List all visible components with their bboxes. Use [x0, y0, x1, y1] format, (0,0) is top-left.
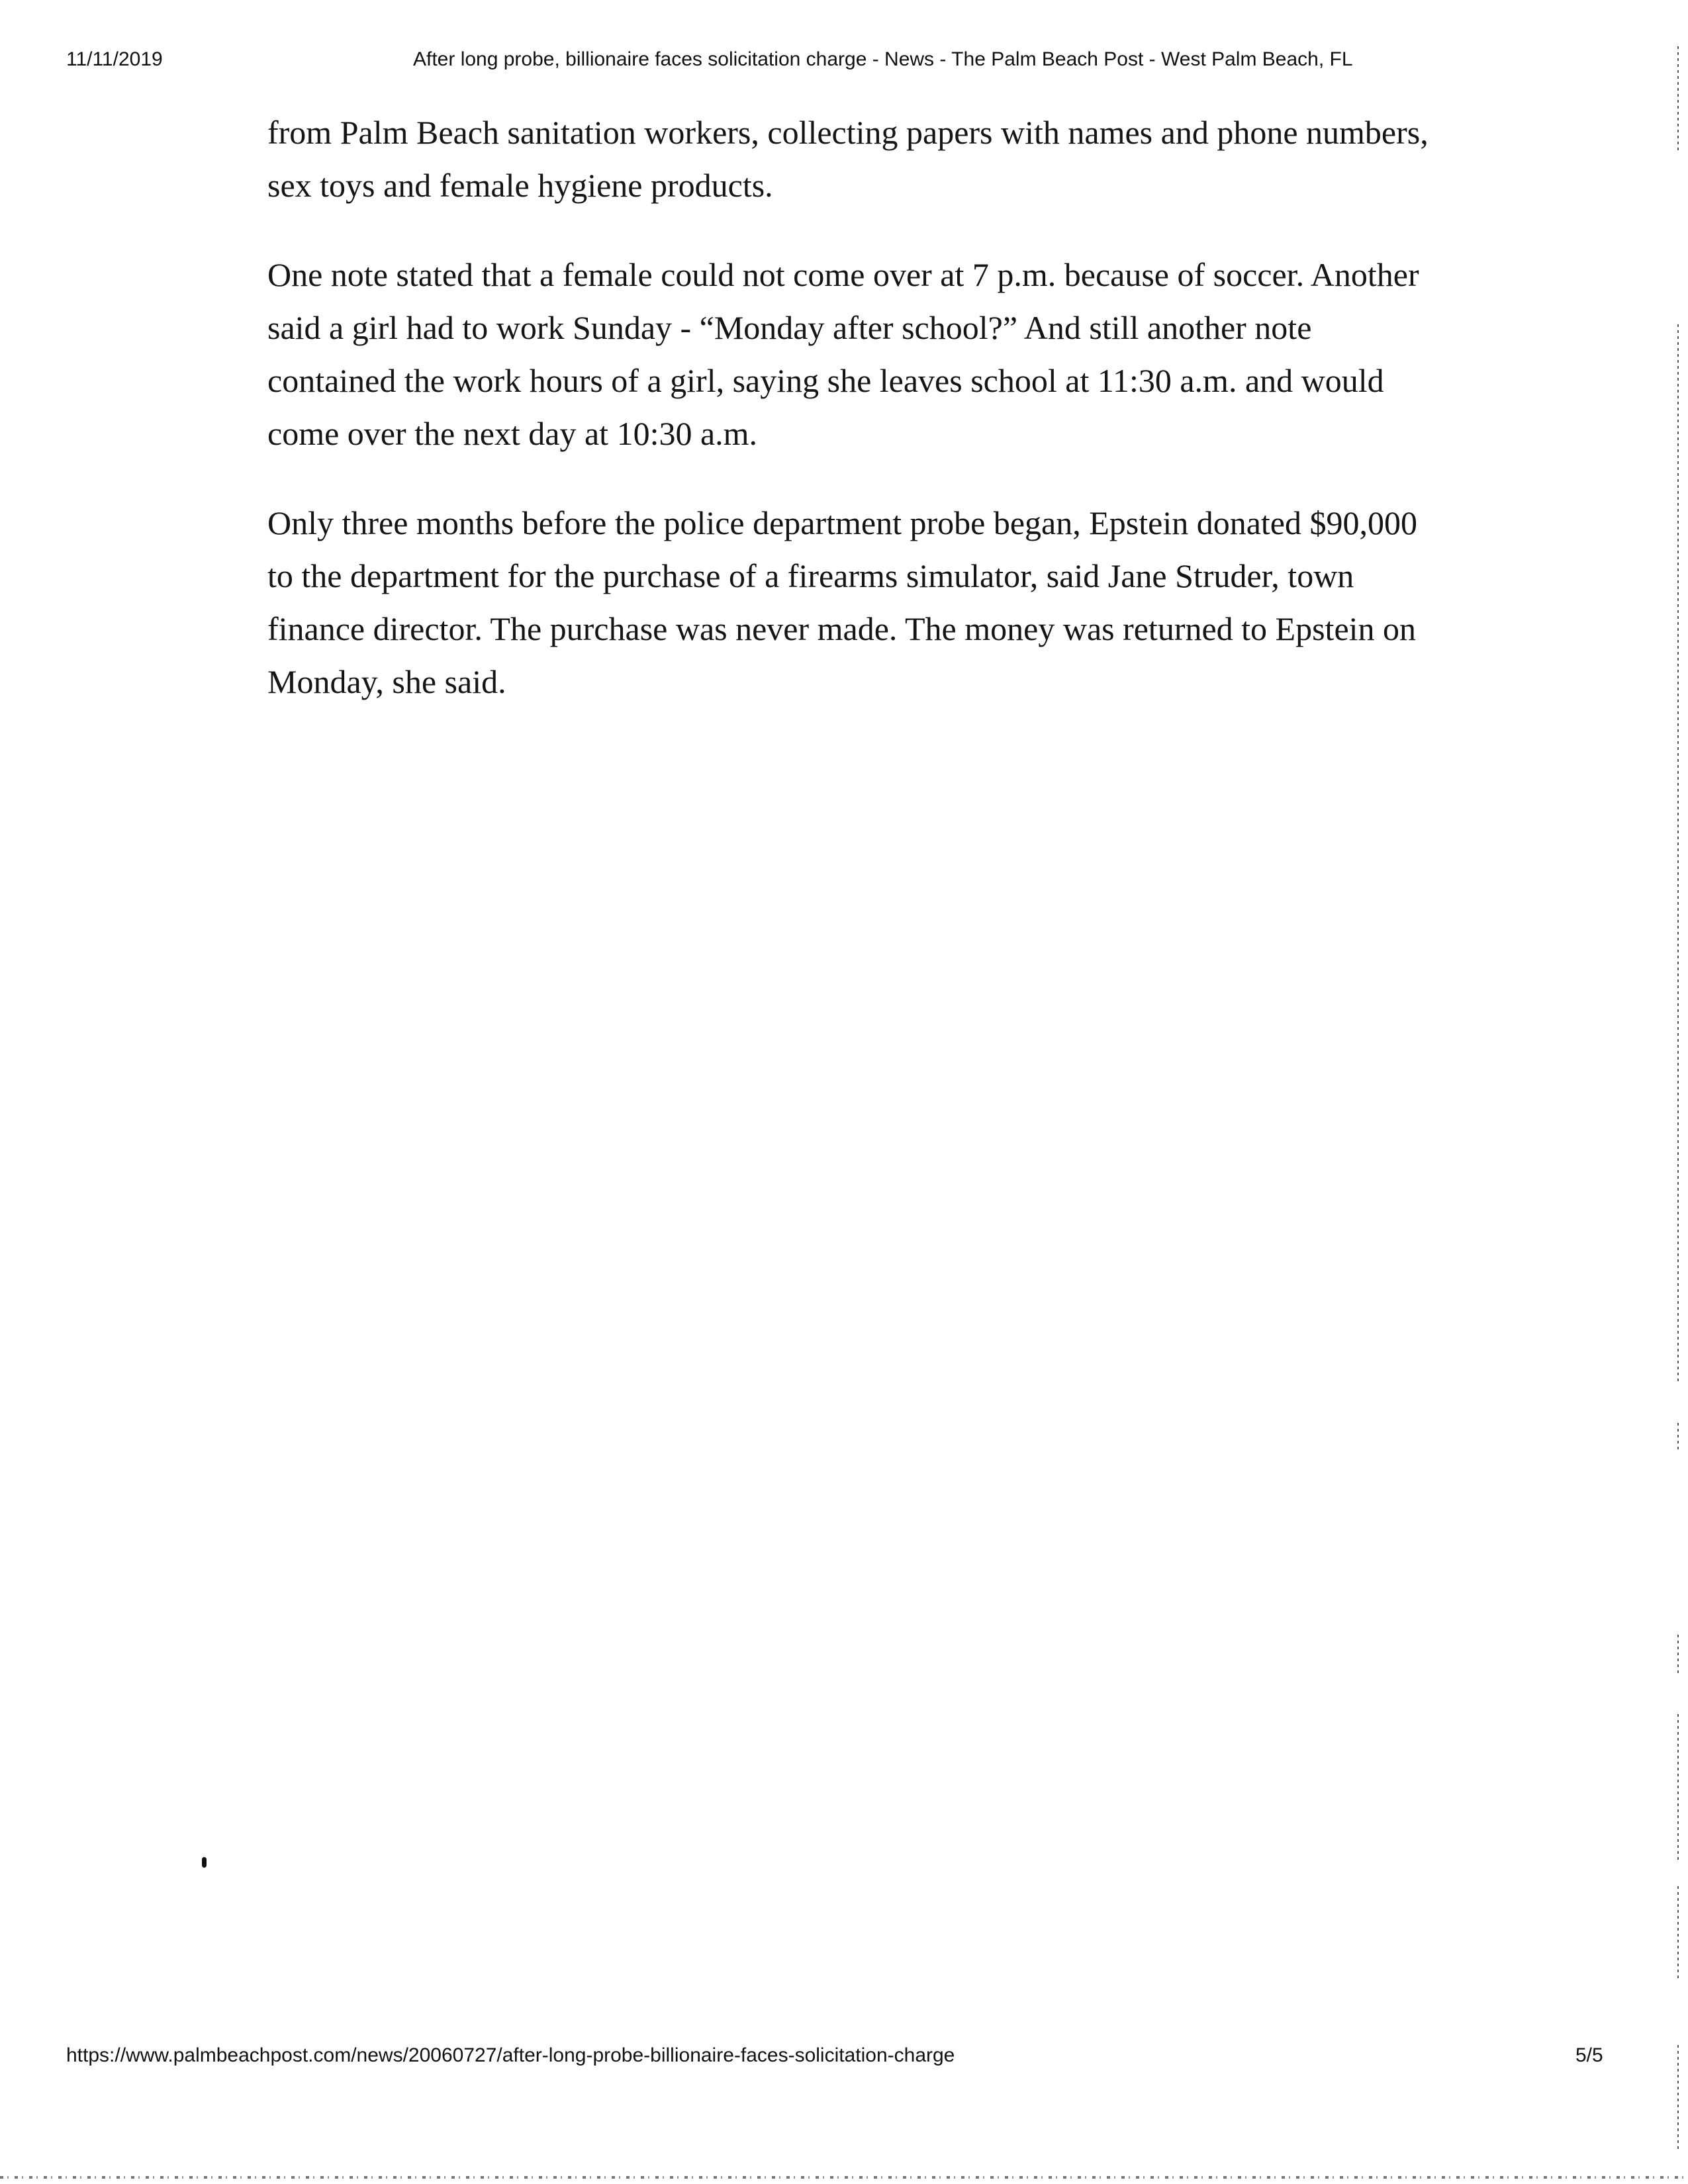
article-body: [267, 106, 1432, 745]
page-url: https://www.palmbeachpost.com/news/20060727/after-long-probe-billionaire-faces-solicitation-charge: [66, 2044, 955, 2066]
page-number: 5/5: [1575, 2044, 1603, 2066]
scan-edge-right: [1668, 46, 1688, 2164]
article-paragraph: Only three months before the police department probe began, Epstein donated $90,000 to the department for the purchase of a firearms simulator, said Jane Struder, town finance director. The purchase was never made. The money was returned to Epstein on Monday, she said.: [267, 504, 1417, 700]
print-header: [0, 44, 1688, 75]
article-paragraph: One note stated that a female could not come over at 7 p.m. because of soccer. Another said a girl had to work Sunday - “Monday after school?” And still another note contained the work hours of a girl, saying she leaves school at 11:30 a.m. and would come over the next day at 10:30 a.m.: [267, 256, 1419, 452]
article-paragraph: from Palm Beach sanitation workers, collecting papers with names and phone numbers, sex toys and female hygiene products.: [267, 114, 1429, 204]
scan-artifact-dot: [202, 1857, 207, 1868]
scan-edge-bottom: [0, 2176, 1688, 2179]
print-footer: [0, 2040, 1688, 2071]
page-title: After long probe, billionaire faces solicitation charge - News - The Palm Beach Post - West Palm Beach, FL: [413, 48, 1353, 70]
print-date: 11/11/2019: [66, 48, 163, 70]
